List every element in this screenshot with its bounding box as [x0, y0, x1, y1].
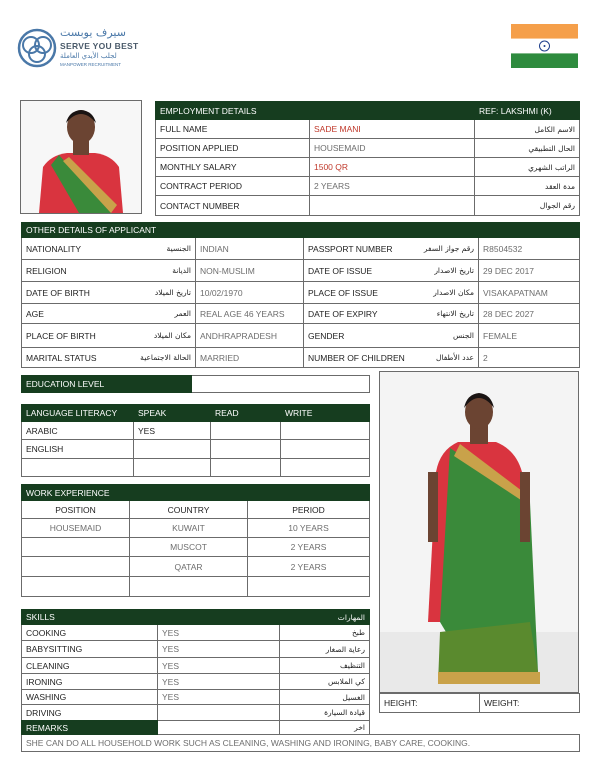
logo-arabic-tagline: لجلب الأيدي العاملة — [60, 52, 117, 60]
religion-arabic-label: الديانة — [172, 266, 191, 275]
skill-washing-label: WASHING — [22, 690, 158, 705]
other-details-heading: OTHER DETAILS OF APPLICANT — [22, 223, 580, 238]
work-experience-heading: WORK EXPERIENCE — [22, 485, 370, 501]
remarks-blank-cell — [158, 721, 280, 735]
date-of-birth-value: 10/02/1970 — [196, 282, 304, 304]
place-of-birth-label: PLACE OF BIRTH — [26, 330, 96, 341]
work-row-4-position — [22, 577, 130, 597]
arabic-read-value — [211, 422, 281, 440]
place-of-birth-arabic-label: مكان الميلاد — [153, 331, 191, 340]
remarks-arabic-label: اخر — [280, 721, 370, 735]
nationality-arabic-label: الجنسية — [166, 244, 191, 253]
language-arabic: ARABIC — [22, 422, 134, 440]
contract-period-value: 2 YEARS — [310, 177, 475, 196]
number-of-children-label: NUMBER OF CHILDREN — [308, 352, 405, 363]
language-english: ENGLISH — [22, 440, 134, 459]
skill-babysitting-label: BABYSITTING — [22, 641, 158, 658]
education-level-label: EDUCATION LEVEL — [22, 376, 192, 393]
skill-ironing-label: IRONING — [22, 674, 158, 690]
remarks-label: REMARKS — [22, 721, 158, 735]
marital-status-arabic-label: الحالة الاجتماعية — [140, 353, 191, 362]
gender-value: FEMALE — [479, 324, 580, 348]
nationality-value: INDIAN — [196, 238, 304, 260]
date-of-expiry-value: 28 DEC 2027 — [479, 304, 580, 324]
marital-status-value: MARRIED — [196, 348, 304, 368]
reference-code: REF: LAKSHMI (K) — [475, 102, 580, 120]
logo-arabic-name: سيرف يوبست — [60, 26, 126, 39]
work-row-2-country: MUSCOT — [130, 538, 248, 557]
arabic-write-value — [281, 422, 370, 440]
skill-cooking-arabic-label: طبخ — [280, 625, 370, 641]
skill-cleaning-value: YES — [158, 658, 280, 674]
skill-cooking-value: YES — [158, 625, 280, 641]
monthly-salary-arabic-label: الراتب الشهري — [475, 158, 580, 177]
skill-ironing-value: YES — [158, 674, 280, 690]
passport-number-label: PASSPORT NUMBER — [308, 243, 393, 254]
period-header: PERIOD — [248, 501, 370, 519]
contract-period-arabic-label: مدة العقد — [475, 177, 580, 196]
age-value: REAL AGE 46 YEARS — [196, 304, 304, 324]
english-read-value — [211, 440, 281, 459]
contract-period-label: CONTRACT PERIOD — [156, 177, 310, 196]
nationality-label: NATIONALITY — [26, 243, 82, 254]
work-row-4-country — [130, 577, 248, 597]
employment-details-table — [155, 101, 580, 216]
empty-speak-value — [134, 459, 211, 477]
skill-ironing-arabic-label: كي الملابس — [280, 674, 370, 690]
applicant-portrait-photo — [20, 100, 142, 214]
work-row-3-position — [22, 557, 130, 577]
skill-babysitting-value: YES — [158, 641, 280, 658]
english-write-value — [281, 440, 370, 459]
work-row-1-position: HOUSEMAID — [22, 519, 130, 538]
work-row-3-period: 2 YEARS — [248, 557, 370, 577]
position-header: POSITION — [22, 501, 130, 519]
full-name-value: SADE MANI — [310, 120, 475, 139]
remarks-spacer — [370, 721, 580, 735]
passport-number-value: R8504532 — [479, 238, 580, 260]
height-weight-table — [379, 693, 580, 713]
skill-driving-arabic-label: قيادة السيارة — [280, 705, 370, 721]
other-details-table — [21, 222, 580, 368]
height-label: HEIGHT: — [384, 698, 418, 708]
read-header: READ — [211, 405, 281, 422]
country-header: COUNTRY — [130, 501, 248, 519]
logo-english-tagline: MANPOWER RECRUITMENT — [60, 62, 121, 67]
work-row-2-position — [22, 538, 130, 557]
gender-arabic-label: الجنس — [452, 331, 474, 340]
skill-cooking-label: COOKING — [22, 625, 158, 641]
monthly-salary-label: MONTHLY SALARY — [156, 158, 310, 177]
skill-driving-value — [158, 705, 280, 721]
date-of-issue-label: DATE OF ISSUE — [308, 265, 373, 276]
employment-details-heading: EMPLOYMENT DETAILS — [156, 102, 475, 120]
number-of-children-value: 2 — [479, 348, 580, 368]
position-applied-value: HOUSEMAID — [310, 139, 475, 158]
work-row-3-country: QATAR — [130, 557, 248, 577]
religion-value: NON-MUSLIM — [196, 260, 304, 282]
age-label: AGE — [26, 308, 44, 319]
skill-washing-arabic-label: الغسيل — [280, 690, 370, 705]
speak-header: SPEAK — [134, 405, 211, 422]
skills-arabic-heading: المهارات — [280, 610, 370, 625]
marital-status-label: MARITAL STATUS — [26, 352, 97, 363]
skill-cleaning-arabic-label: التنظيف — [280, 658, 370, 674]
gender-label: GENDER — [308, 330, 345, 341]
weight-label: WEIGHT: — [484, 698, 520, 708]
logo-english-name: SERVE YOU BEST — [60, 41, 139, 51]
place-of-issue-value: VISAKAPATNAM — [479, 282, 580, 304]
skill-babysitting-arabic-label: رعاية الصغار — [280, 641, 370, 658]
skills-heading: SKILLS — [22, 610, 280, 625]
religion-label: RELIGION — [26, 265, 67, 276]
remarks-text: SHE CAN DO ALL HOUSEHOLD WORK SUCH AS CLEANING, WASHING AND IRONING, BABY CARE, COOKING. — [22, 735, 580, 752]
logo-emblem-icon — [17, 28, 57, 68]
place-of-issue-label: PLACE OF ISSUE — [308, 287, 378, 298]
work-row-4-period — [248, 577, 370, 597]
work-experience-table — [21, 484, 370, 597]
write-header: WRITE — [281, 405, 370, 422]
date-of-issue-value: 29 DEC 2017 — [479, 260, 580, 282]
company-logo — [17, 26, 147, 72]
arabic-speak-value: YES — [134, 422, 211, 440]
date-of-expiry-arabic-label: تاريخ الانتهاء — [436, 309, 474, 318]
full-name-label: FULL NAME — [156, 120, 310, 139]
place-of-issue-arabic-label: مكان الاصدار — [433, 288, 474, 297]
position-applied-arabic-label: الحال التطبيقي — [475, 139, 580, 158]
language-empty-row — [22, 459, 134, 477]
monthly-salary-value: 1500 QR — [310, 158, 475, 177]
education-level-value — [192, 376, 370, 393]
applicant-full-body-photo — [379, 371, 579, 693]
date-of-expiry-label: DATE OF EXPIRY — [308, 308, 378, 319]
number-of-children-arabic-label: عدد الأطفال — [436, 353, 474, 362]
work-row-2-period: 2 YEARS — [248, 538, 370, 557]
contact-number-arabic-label: رقم الجوال — [475, 196, 580, 216]
date-of-birth-arabic-label: تاريخ الميلاد — [154, 288, 191, 297]
education-level-table — [21, 375, 370, 393]
place-of-birth-value: ANDHRAPRADESH — [196, 324, 304, 348]
skill-driving-label: DRIVING — [22, 705, 158, 721]
passport-number-arabic-label: رقم جواز السفر — [423, 244, 474, 253]
empty-read-value — [211, 459, 281, 477]
full-name-arabic-label: الاسم الكامل — [475, 120, 580, 139]
language-literacy-header: LANGUAGE LITERACY — [22, 405, 134, 422]
work-row-1-country: KUWAIT — [130, 519, 248, 538]
age-arabic-label: العمر — [174, 309, 191, 318]
date-of-issue-arabic-label: تاريخ الاصدار — [434, 266, 474, 275]
empty-write-value — [281, 459, 370, 477]
skills-table — [21, 609, 370, 721]
date-of-birth-label: DATE OF BIRTH — [26, 287, 90, 298]
position-applied-label: POSITION APPLIED — [156, 139, 310, 158]
contact-number-label: CONTACT NUMBER — [156, 196, 310, 216]
english-speak-value — [134, 440, 211, 459]
india-flag-icon — [511, 24, 578, 68]
contact-number-value — [310, 196, 475, 216]
remarks-table — [21, 720, 580, 752]
work-row-1-period: 10 YEARS — [248, 519, 370, 538]
skill-washing-value: YES — [158, 690, 280, 705]
language-literacy-table — [21, 404, 370, 477]
skill-cleaning-label: CLEANING — [22, 658, 158, 674]
